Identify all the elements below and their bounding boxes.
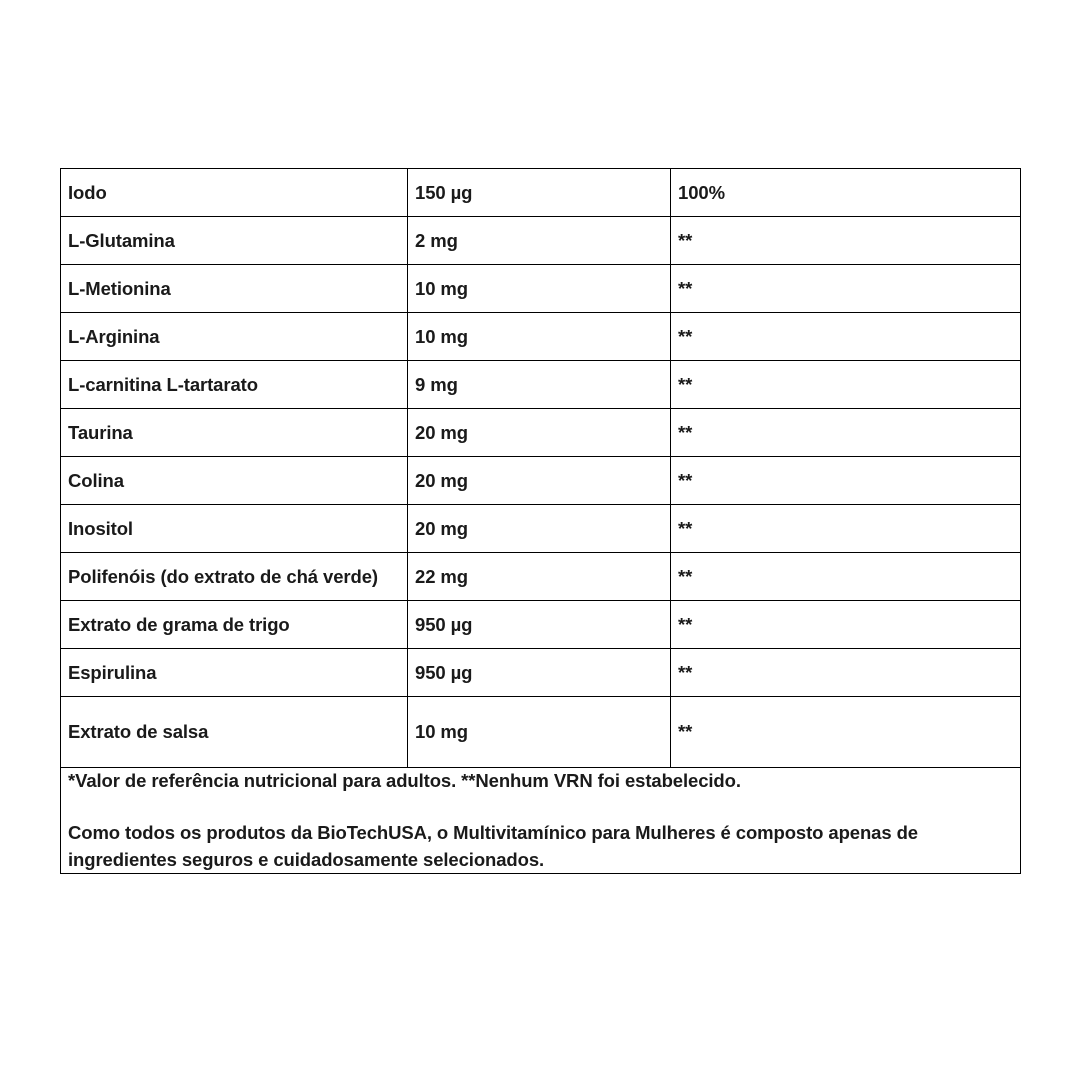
nutrient-amount-cell: 20 mg <box>408 457 671 505</box>
nutrient-amount-cell: 10 mg <box>408 265 671 313</box>
footnote-cell <box>61 768 1021 874</box>
nutrient-vrn-cell: 100% <box>671 169 1021 217</box>
table-row <box>61 457 1021 505</box>
nutrient-name-cell: Colina <box>61 457 408 505</box>
nutrient-name-cell: L-Arginina <box>61 313 408 361</box>
nutrient-amount-cell: 22 mg <box>408 553 671 601</box>
nutrient-name-cell: Iodo <box>61 169 408 217</box>
nutrient-vrn-cell: ** <box>671 265 1021 313</box>
nutrient-vrn-cell: ** <box>671 601 1021 649</box>
nutrient-name-cell: L-Metionina <box>61 265 408 313</box>
table-row <box>61 409 1021 457</box>
nutrient-vrn-cell: ** <box>671 457 1021 505</box>
nutrient-amount-cell: 150 µg <box>408 169 671 217</box>
table-row <box>61 649 1021 697</box>
nutrient-amount-cell: 950 µg <box>408 601 671 649</box>
nutrient-vrn-cell: ** <box>671 361 1021 409</box>
nutrient-amount-cell: 9 mg <box>408 361 671 409</box>
nutrient-name-cell: Espirulina <box>61 649 408 697</box>
nutrient-vrn-cell: ** <box>671 553 1021 601</box>
table-row <box>61 217 1021 265</box>
nutrient-vrn-cell: ** <box>671 217 1021 265</box>
table-row <box>61 553 1021 601</box>
nutrient-amount-cell: 2 mg <box>408 217 671 265</box>
nutrient-name-cell: L-Glutamina <box>61 217 408 265</box>
nutrient-amount-cell: 950 µg <box>408 649 671 697</box>
nutrient-vrn-cell: ** <box>671 313 1021 361</box>
nutrient-amount-cell: 20 mg <box>408 409 671 457</box>
nutrient-vrn-cell: ** <box>671 649 1021 697</box>
nutrient-name-cell: Inositol <box>61 505 408 553</box>
table-row <box>61 313 1021 361</box>
nutrient-amount-cell: 20 mg <box>408 505 671 553</box>
nutrition-table-body <box>61 169 1021 874</box>
footnote-reference-note: *Valor de referência nutricional para adultos. **Nenhum VRN foi estabelecido. <box>68 770 741 791</box>
nutrient-vrn-cell: ** <box>671 697 1021 768</box>
nutrient-name-cell: Polifenóis (do extrato de chá verde) <box>61 553 408 601</box>
nutrient-amount-cell: 10 mg <box>408 313 671 361</box>
table-row <box>61 505 1021 553</box>
nutrition-facts-panel <box>60 168 1020 874</box>
nutrient-name-cell: L-carnitina L-tartarato <box>61 361 408 409</box>
table-row <box>61 265 1021 313</box>
nutrient-vrn-cell: ** <box>671 505 1021 553</box>
table-row <box>61 601 1021 649</box>
footnote-brand-note: Como todos os produtos da BioTechUSA, o Multivitamínico para Mulheres é composto apenas de ingredientes seguros e cuidadosamente selecionados. <box>68 821 918 870</box>
table-row <box>61 697 1021 768</box>
nutrient-name-cell: Extrato de grama de trigo <box>61 601 408 649</box>
table-row <box>61 169 1021 217</box>
nutrient-name-cell: Extrato de salsa <box>61 697 408 768</box>
table-row <box>61 361 1021 409</box>
nutrition-facts-table <box>60 168 1021 874</box>
nutrient-name-cell: Taurina <box>61 409 408 457</box>
nutrient-vrn-cell: ** <box>671 409 1021 457</box>
nutrient-amount-cell: 10 mg <box>408 697 671 768</box>
footnote-row <box>61 768 1021 874</box>
